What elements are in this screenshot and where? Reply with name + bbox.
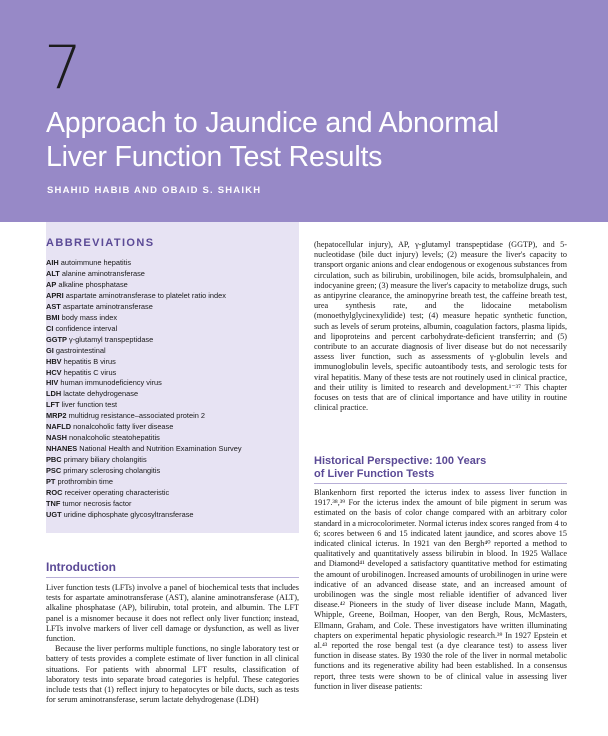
abbreviation-term: NAFLD bbox=[46, 422, 72, 432]
abbreviation-meaning: gastrointestinal bbox=[55, 345, 106, 355]
abbreviation-term: PBC bbox=[46, 455, 62, 465]
abbreviation-item bbox=[46, 378, 242, 389]
abbreviation-meaning: human immunodeficiency virus bbox=[60, 378, 162, 388]
history-heading bbox=[314, 455, 567, 480]
abbreviation-term: AP bbox=[46, 279, 57, 289]
abbreviation-item bbox=[46, 280, 242, 291]
chapter-header bbox=[0, 0, 608, 222]
abbreviation-meaning: alanine aminotransferase bbox=[61, 268, 145, 278]
abbreviation-term: BMI bbox=[46, 312, 60, 322]
abbreviation-term: HCV bbox=[46, 367, 62, 377]
abbreviation-term: HIV bbox=[46, 378, 59, 388]
abbreviation-item bbox=[46, 477, 242, 488]
abbreviation-term: PSC bbox=[46, 466, 62, 476]
abbreviation-meaning: aspartate aminotransferase bbox=[62, 301, 153, 311]
abbreviation-item bbox=[46, 313, 242, 324]
abbreviation-term: TNF bbox=[46, 498, 61, 508]
abbreviations-box bbox=[46, 222, 299, 533]
abbreviations-heading: ABBREVIATIONS bbox=[46, 237, 155, 249]
abbreviation-meaning: multidrug resistance–associated protein 2 bbox=[68, 411, 206, 421]
abbreviation-term: MRP2 bbox=[46, 411, 67, 421]
abbreviation-item bbox=[46, 368, 242, 379]
abbreviation-meaning: nonalcoholic steatohepatitis bbox=[69, 433, 160, 443]
abbreviation-term: GGTP bbox=[46, 334, 67, 344]
abbreviation-meaning: receiver operating characteristic bbox=[64, 488, 170, 498]
abbreviation-item bbox=[46, 444, 242, 455]
abbreviation-meaning: lactate dehydrogenase bbox=[63, 389, 139, 399]
abbreviation-item bbox=[46, 499, 242, 510]
history-rule bbox=[314, 483, 567, 484]
abbreviation-term: ALT bbox=[46, 268, 60, 278]
introduction-heading: Introduction bbox=[46, 560, 116, 574]
abbreviation-item bbox=[46, 291, 242, 302]
chapter-title-line1: Approach to Jaundice and Abnormal bbox=[46, 107, 499, 139]
abbreviation-term: ROC bbox=[46, 488, 63, 498]
abbreviation-term: NASH bbox=[46, 433, 67, 443]
abbreviation-item bbox=[46, 510, 242, 521]
chapter-title-line2: Liver Function Test Results bbox=[46, 141, 383, 173]
abbreviation-term: AIH bbox=[46, 258, 59, 267]
abbreviation-meaning: confidence interval bbox=[55, 323, 118, 333]
abbreviation-meaning: body mass index bbox=[61, 312, 118, 322]
abbreviation-item bbox=[46, 269, 242, 280]
abbreviation-meaning: autoimmune hepatitis bbox=[60, 258, 132, 267]
abbreviation-item bbox=[46, 346, 242, 357]
abbreviation-item bbox=[46, 422, 242, 433]
abbreviation-item bbox=[46, 324, 242, 335]
history-paragraph: Blankenhorn first reported the icterus index to assess liver function in 1917.³⁸,³⁹ For the icterus index the amount of bile pigment in serum was estimated on the basis of color change compared with an arbitrary color standard in a microcolorimeter. Normal icterus index scores ranged from 4 to 6; scores between 6 and 15 indicated latent jaundice, and scores above 15 indicated clinical icterus. In 1921 van den Bergh⁴⁰ reported a method to qualitatively and quantitatively assess bilirubin in blood. In 1925 Wallace and Diamond⁴¹ developed a satisfactory quantitative method for estimating the amount of urobilinogen. Increased amounts of urobilinogen in urine were indicative of an advanced disease state, and an increased amount of urobilinogen was the single most reliable identifier of advanced liver disease.⁴² Pioneers in the study of liver disease include Mann, Magath, Whipple, Greene, Boilman, Hooper, van den Bergh, Rous, McMasters, Ellmann, Graham, and Cole. These investigators have written illuminating chapters on experimental hepatic physiologic research.³⁹ In 1927 Epstein et al.⁴³ reported the rose bengal test (a dye clearance test) to assess liver function in disease states. By 1930 the role of the liver in normal metabolic functions and its regenerative ability had been established. In a consensus report, three tests were shown to be of clinical value in assessing liver function in liver disease patients: bbox=[314, 488, 567, 691]
abbreviation-meaning: tumor necrosis factor bbox=[62, 498, 132, 508]
history-heading-line2: of Liver Function Tests bbox=[314, 467, 435, 480]
introduction-paragraph: Liver function tests (LFTs) involve a panel of biochemical tests that includes tests for aspartate aminotransferase (AST), alanine aminotransferase (ALT), alkaline phosphatase (AP), bilirubin, total protein, and albumin. The LFT panel is a misnomer because it does not reflect only liver function; instead, LFTs involve markers of liver cell damage or dysfunction, as well as liver function. bbox=[46, 583, 299, 644]
history-heading-line1: Historical Perspective: 100 Years bbox=[314, 455, 487, 467]
abbreviation-meaning: uridine diphosphate glycosyltransferase bbox=[63, 509, 194, 519]
abbreviation-meaning: alkaline phosphatase bbox=[58, 279, 128, 289]
abbreviation-term: LDH bbox=[46, 389, 62, 399]
abbreviation-meaning: primary biliary cholangitis bbox=[63, 455, 147, 465]
abbreviation-term: HBV bbox=[46, 356, 62, 366]
abbreviation-meaning: prothrombin time bbox=[57, 477, 113, 487]
abbreviation-item bbox=[46, 258, 242, 269]
continuation-paragraph: (hepatocellular injury), AP, γ-glutamyl transpeptidase (GGTP), and 5-nucleotidase (bile duct injury) levels; (2) measure the liver's capacity to transport organic anions and clear endogenous or exogenous substances from circulation, such as bilirubin, urobilinogen, bile acids, bromsulphalein, and indocyanine green; (3) measure the liver's capacity to metabolize drugs, such as antipyrine clearance, the aminopyrine breath test, the caffeine breath test, urea synthesis rate, and the lidocaine metabolism (monoethylglycinexylidide) test; (4) measure hepatic synthetic function, such as levels of serum proteins, albumin, coagulation factors, plasma lipids, and lipoproteins and percent carbohydrate-deficient transferrin; and (5) contribute to an accurate diagnosis of liver disease but do not necessarily assess liver function, such as assessments of γ-globulin levels and immunoglobulin levels, specific autoantibody tests, and serologic tests for viral hepatitis. Many of these tests are not routinely used in clinical practice, and their utility is limited to research and development.¹⁻³⁷ This chapter focuses on tests that are of clinical importance and have utility in routine clinical practice. bbox=[314, 240, 567, 413]
right-column-text bbox=[314, 240, 567, 413]
abbreviation-meaning: hepatitis C virus bbox=[63, 367, 117, 377]
abbreviation-term: AST bbox=[46, 301, 61, 311]
abbreviation-term: CI bbox=[46, 323, 54, 333]
abbreviation-term: GI bbox=[46, 345, 54, 355]
abbreviation-item bbox=[46, 335, 242, 346]
abbreviation-meaning: γ-glutamyl transpeptidase bbox=[69, 334, 154, 344]
chapter-authors: SHAHID HABIB AND OBAID S. SHAIKH bbox=[47, 185, 262, 196]
chapter-number: 7 bbox=[44, 33, 83, 103]
abbreviation-term: PT bbox=[46, 477, 56, 487]
abbreviation-item bbox=[46, 400, 242, 411]
abbreviation-item bbox=[46, 488, 242, 499]
abbreviation-meaning: primary sclerosing cholangitis bbox=[63, 466, 161, 476]
abbreviation-meaning: hepatitis B virus bbox=[63, 356, 116, 366]
abbreviation-item bbox=[46, 433, 242, 444]
abbreviations-list bbox=[46, 258, 242, 521]
abbreviation-meaning: liver function test bbox=[61, 400, 118, 410]
abbreviation-term: UGT bbox=[46, 509, 62, 519]
chapter-title bbox=[46, 106, 586, 174]
abbreviation-item bbox=[46, 455, 242, 466]
abbreviation-item bbox=[46, 302, 242, 313]
abbreviation-term: LFT bbox=[46, 400, 60, 410]
abbreviation-meaning: National Health and Nutrition Examination Survey bbox=[79, 444, 242, 454]
introduction-paragraph: Because the liver performs multiple functions, no single laboratory test or battery of tests provides a complete estimate of liver function in all clinical situations. For patients with abnormal LFT results, classification of laboratory tests into separate broad categories is helpful. These categories include tests that (1) reflect injury to hepatocytes or bile ducts, such as tests for serum aminotransferase, serum lactate dehydrogenase (LDH) bbox=[46, 644, 299, 705]
abbreviation-item bbox=[46, 411, 242, 422]
abbreviation-meaning: nonalcoholic fatty liver disease bbox=[73, 422, 174, 432]
introduction-text bbox=[46, 583, 299, 705]
abbreviation-term: NHANES bbox=[46, 444, 78, 454]
history-text bbox=[314, 488, 567, 692]
abbreviation-term: APRI bbox=[46, 290, 64, 300]
abbreviation-meaning: aspartate aminotransferase to platelet ratio index bbox=[65, 290, 226, 300]
introduction-rule bbox=[46, 577, 299, 578]
abbreviation-item bbox=[46, 389, 242, 400]
abbreviation-item bbox=[46, 357, 242, 368]
abbreviation-item bbox=[46, 466, 242, 477]
